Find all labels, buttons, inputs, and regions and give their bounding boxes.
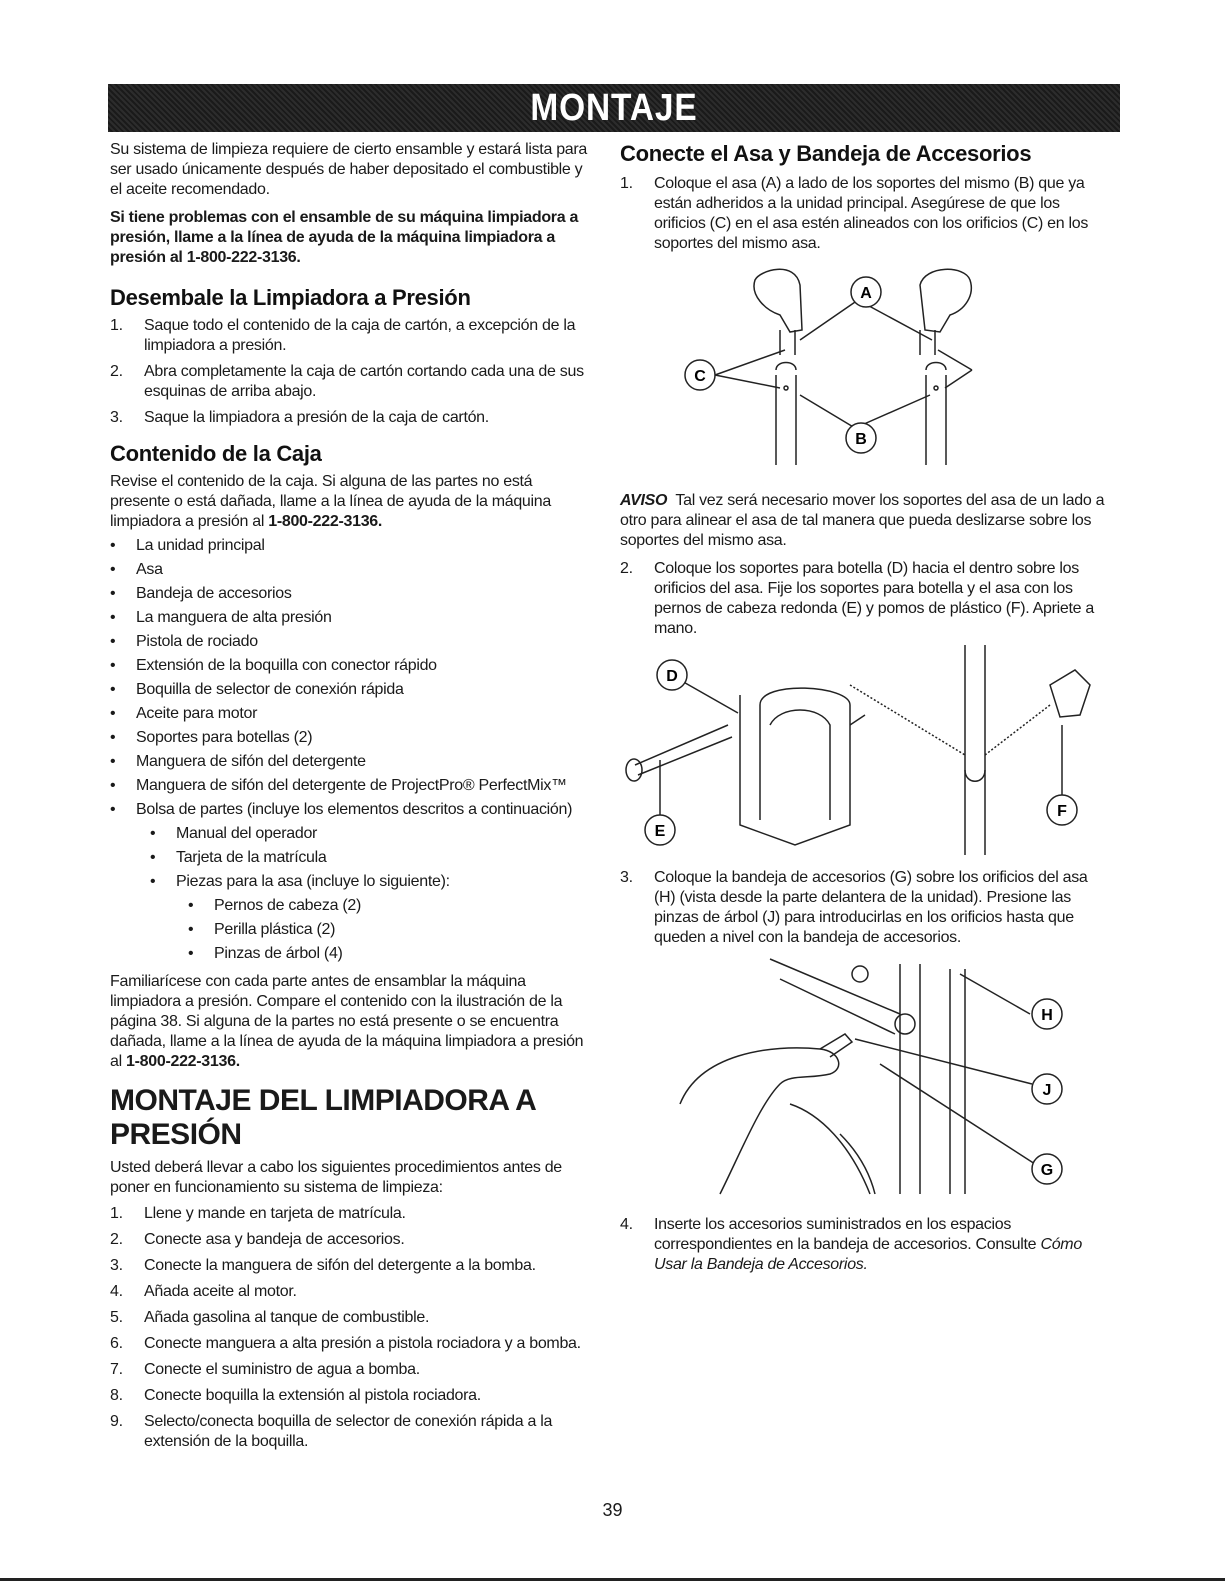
unpack-title: Desembale la Limpiadora a Presión — [110, 285, 471, 310]
left-column — [110, 140, 595, 1458]
section-banner — [108, 84, 1120, 132]
list-item: • Manguera de sifón del detergente — [110, 753, 366, 770]
assembly-title: MONTAJE DEL LIMPIADORA A PRESIÓN — [110, 1084, 536, 1151]
list-item: • Manguera de sifón del detergente de ProjectPro® PerfectMix™ — [110, 777, 567, 794]
handle-alignment-figure — [620, 260, 1110, 480]
unpack-steps — [110, 316, 595, 428]
handle-title: Conecte el Asa y Bandeja de Accesorios — [620, 141, 1032, 166]
sub-list-item: • Piezas para la asa (incluye lo siguiente): — [150, 873, 450, 890]
label-d: D — [666, 668, 678, 685]
phone-number: 1-800-222-3136 — [268, 513, 378, 530]
assembly-step: 8. Conecte boquilla la extensión al pistola rociadora. — [110, 1387, 481, 1404]
assembly-step: 5. Añada gasolina al tanque de combustible. — [110, 1309, 430, 1326]
label-c: C — [694, 368, 706, 385]
list-item: • Asa — [110, 561, 163, 578]
sub-sub-list-item: • Perilla plástica (2) — [188, 921, 336, 938]
bottom-rule — [0, 1578, 1225, 1581]
list-item: • Pistola de rociado — [110, 633, 258, 650]
label-h: H — [1041, 1007, 1053, 1024]
assembly-intro: Usted deberá llevar a cabo los siguientes procedimientos antes de poner en funcionamiento su sistema de limpieza: — [110, 1159, 562, 1196]
assembly-step: 1. Llene y mande en tarjeta de matrícula. — [110, 1205, 406, 1222]
right-column — [620, 140, 1110, 1281]
assembly-step: 6. Conecte manguera a alta presión a pistola rociadora y a bomba. — [110, 1335, 581, 1352]
label-g: G — [1040, 1162, 1054, 1179]
assembly-step: 3. Conecte la manguera de sifón del detergente a la bomba. — [110, 1257, 536, 1274]
list-item: • Bandeja de accesorios — [110, 585, 292, 602]
aviso-note: AVISO Tal vez será necesario mover los soportes del asa de un lado a otro para alinear el asa de tal manera que pueda deslizarse sobre los soportes del mismo asa. — [620, 492, 1105, 549]
list-item: • Extensión de la boquilla con conector rápido — [110, 657, 437, 674]
contents-intro: Revise el contenido de la caja. Si alguna de las partes no está presente o está dañada, llame a la línea de ayuda de la máquina limpiadora a presión al 1-800-222-3136. — [110, 473, 551, 530]
assembly-step: 2. Conecte asa y bandeja de accesorios. — [110, 1231, 405, 1248]
label-a: A — [860, 285, 872, 302]
assembly-steps — [110, 1204, 595, 1452]
page-number: 39 — [602, 1500, 623, 1520]
accessory-tray-figure — [620, 954, 1110, 1204]
tray-usage-reference: Cómo Usar la Bandeja de Accesorios. — [654, 1236, 1082, 1273]
sub-sub-list-item: • Pinzas de árbol (4) — [188, 945, 343, 962]
label-b: B — [855, 431, 867, 448]
aviso-label: AVISO — [620, 492, 668, 509]
handle-step-1: 1. Coloque el asa (A) a lado de los soportes del mismo (B) que ya están adheridos a la unidad principal. Asegúrese de que los orificios (C) en el asa estén alineados con los orificios (C) en los soportes del mismo asa. — [620, 175, 1089, 252]
sub-list-item: • Tarjeta de la matrícula — [150, 849, 327, 866]
label-f: F — [1057, 803, 1067, 820]
assembly-step: 7. Conecte el suministro de agua a bomba. — [110, 1361, 420, 1378]
label-j: J — [1042, 1082, 1052, 1099]
list-item: • La unidad principal — [110, 537, 265, 554]
list-item: • Aceite para motor — [110, 705, 258, 722]
unpack-step: 2. Abra completamente la caja de cartón cortando cada una de sus esquinas de arriba abajo. — [110, 363, 584, 400]
list-item: • La manguera de alta presión — [110, 609, 332, 626]
unpack-step: 1. Saque todo el contenido de la caja de cartón, a excepción de la limpiadora a presión. — [110, 317, 576, 354]
bottle-holder-figure — [620, 645, 1110, 855]
contents-title: Contenido de la Caja — [110, 441, 322, 466]
sub-list-item: • Manual del operador — [150, 825, 318, 842]
label-e: E — [654, 823, 666, 840]
handle-step-3: 3. Coloque la bandeja de accesorios (G) sobre los orificios del asa (H) (vista desde la parte delantera de la unidad). Presione las pinzas de árbol (J) para introducirlas en los orificios hasta que queden a nivel con la bandeja de accesorios. — [620, 869, 1088, 946]
familiarize-text: Familiarícese con cada parte antes de ensamblar la máquina limpiadora a presión. Compare el contenido con la ilustración de la página 38. Si alguna de la partes no está presente o se encuentra dañada, llame a la línea de ayuda de la máquina limpiadora a presión al 1-800-222-3136. — [110, 973, 584, 1070]
intro-text: Su sistema de limpieza requiere de cierto ensamble y estará lista para ser usado únicamente después de haber depositado el combustible y el aceite recomendado. — [110, 141, 588, 198]
handle-step-2: 2. Coloque los soportes para botella (D) hacia el dentro sobre los orificios del asa. Fije los soportes para botella y el asa con los pernos de cabeza redonda (E) y pomos de plástico (F). Apriete a mano. — [620, 560, 1095, 637]
assembly-step: 9. Selecto/conecta boquilla de selector de conexión rápida a la extensión de la boquilla. — [110, 1413, 553, 1450]
contents-list — [110, 534, 595, 966]
sub-sub-list-item: • Pernos de cabeza (2) — [188, 897, 361, 914]
assembly-step: 4. Añada aceite al motor. — [110, 1283, 297, 1300]
banner-title: MONTAJE — [530, 86, 698, 129]
list-item: • Boquilla de selector de conexión rápida — [110, 681, 404, 698]
list-item: • Soportes para botellas (2) — [110, 729, 313, 746]
unpack-step: 3. Saque la limpiadora a presión de la caja de cartón. — [110, 409, 489, 426]
handle-step-4: 4. Inserte los accesorios suministrados en los espacios correspondientes en la bandeja de accesorios. Consulte Cómo Usar la Bandeja de Accesorios. — [620, 1216, 1082, 1273]
help-text: Si tiene problemas con el ensamble de su máquina limpiadora a presión, llame a la línea de ayuda de la máquina limpiadora a presión al 1-800-222-3136. — [110, 209, 579, 266]
list-item: • Bolsa de partes (incluye los elementos descritos a continuación) — [110, 801, 573, 818]
